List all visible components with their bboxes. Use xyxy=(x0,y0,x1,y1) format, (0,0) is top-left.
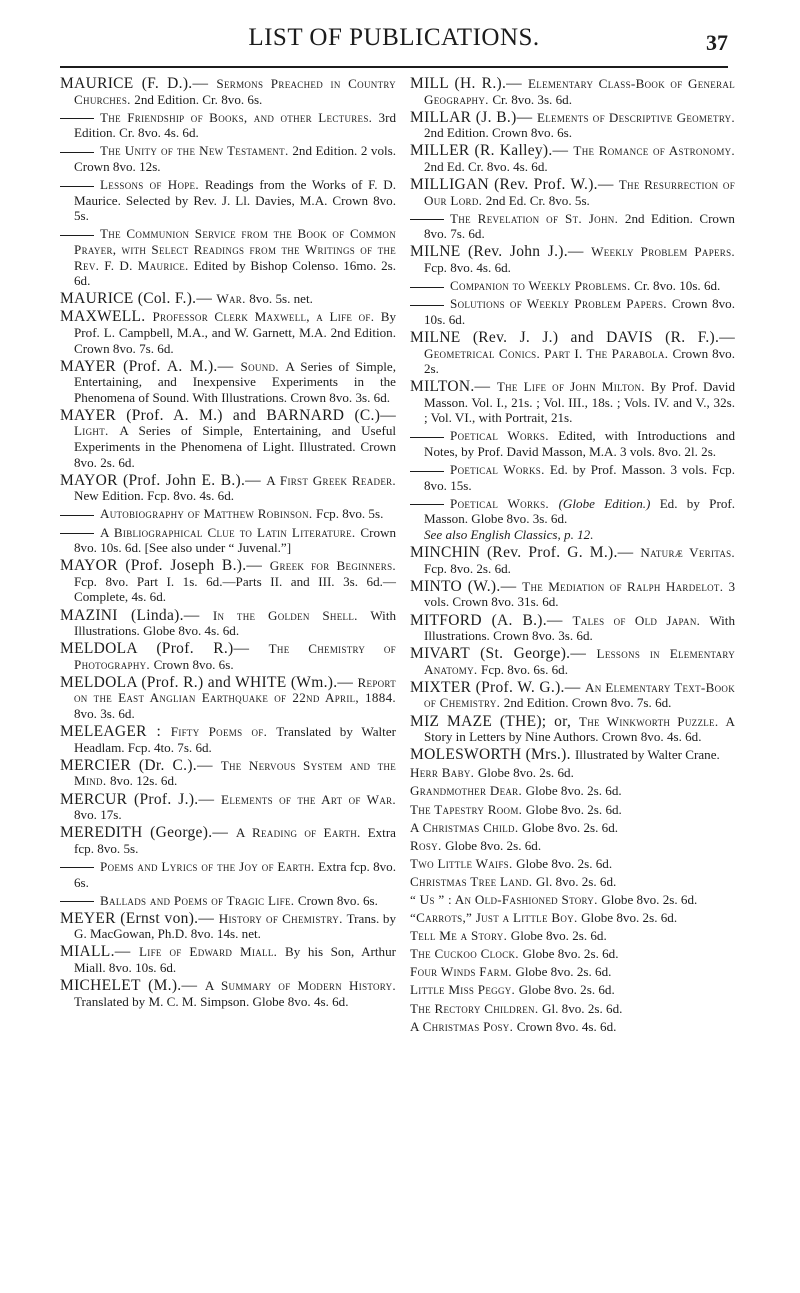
entry-title: Rosy. xyxy=(410,837,446,853)
catalogue-entry xyxy=(60,291,396,307)
entry-details: Gl. 8vo. 2s. 6d. xyxy=(535,873,617,889)
catalogue-entry xyxy=(60,309,396,356)
entry-details: 2nd Edition. Crown 8vo. 6s. xyxy=(424,125,573,141)
entry-details: 2nd Ed. Cr. 8vo. 4s. 6d. xyxy=(424,158,548,174)
catalogue-entry xyxy=(60,911,396,942)
entry-details: Gl. 8vo. 2s. 6d. xyxy=(542,1000,623,1016)
entry-author: MITFORD (A. B.).— xyxy=(410,611,573,629)
entry-title: Companion to Weekly Problems. xyxy=(450,278,635,294)
entry-details: Cr. 8vo. 3s. 6d. xyxy=(492,91,572,107)
entry-title: Two Little Waifs. xyxy=(410,855,517,871)
ditto-rule xyxy=(60,515,94,516)
entry-author: MELDOLA (Prof. R.)— xyxy=(60,640,269,658)
catalogue-entry xyxy=(410,1019,735,1035)
entry-title: The Nervous System and the Mind. xyxy=(74,757,396,789)
entry-title: Christmas Tree Land. xyxy=(410,873,536,889)
entry-details: Trans. by G. MacGowan, Ph.D. 8vo. 14s. net. xyxy=(74,910,396,942)
catalogue-entry xyxy=(60,143,396,174)
entry-author: MEREDITH (George).— xyxy=(60,824,236,842)
entry-title: Poetical Works. xyxy=(450,428,559,444)
entry-title: A Bibliographical Clue to Latin Literature. xyxy=(100,524,361,540)
catalogue-entry xyxy=(60,473,396,504)
entry-title: The Life of John Milton. xyxy=(496,379,651,395)
catalogue-entry xyxy=(60,724,396,755)
entry-details: Globe 8vo. 2s. 6d. xyxy=(518,982,615,998)
entry-details: Crown 8vo. 10s. 6d. [See also under “ Juvenal.”] xyxy=(74,524,396,556)
entry-title: A Christmas Child. xyxy=(410,819,522,835)
entry-details: By Prof. David Masson. Vol. I., 21s. ; Vol. III., 18s. ; Vols. IV. and V., 32s. ; Vol. VI., with Portrait, 21s. xyxy=(424,379,735,426)
entry-author: MAZINI (Linda).— xyxy=(60,606,213,624)
catalogue-entry xyxy=(60,76,396,107)
catalogue-entry xyxy=(60,525,396,556)
entry-title: Poems and Lyrics of the Joy of Earth. xyxy=(100,858,319,874)
entry-title: Elementary Class-Book of General Geography. xyxy=(424,76,735,107)
entry-title: Naturæ Veritas. xyxy=(640,545,735,561)
entry-details: Crown 8vo. 10s. 6d. xyxy=(424,296,736,327)
entry-details: Globe 8vo. 2s. 6d. xyxy=(515,964,612,980)
entry-author: MAYOR (Prof. Joseph B.).— xyxy=(60,557,270,575)
catalogue-entry xyxy=(60,978,396,1009)
entry-title: The Cuckoo Clock. xyxy=(410,946,523,962)
entry-title: Report on the East Anglian Earthquake of 22nd April, 1884. xyxy=(74,674,396,706)
entry-title: Professor Clerk Maxwell, a Life of. xyxy=(152,309,381,325)
entry-author: MILNE (Rev. J. J.) and DAVIS (R. F.).— xyxy=(410,328,735,346)
catalogue-entry xyxy=(410,143,735,174)
entry-details: Globe 8vo. 2s. 6d. xyxy=(522,819,619,835)
entry-details: Edited, with Introductions and Notes, by Prof. David Masson, M.A. 3 vols. 8vo. 2l. 2s. xyxy=(424,428,735,460)
entry-details: 2nd Edition. Cr. 8vo. 6s. xyxy=(134,91,263,107)
catalogue-entry xyxy=(410,892,735,908)
entry-title: Light. xyxy=(74,423,120,439)
right-column xyxy=(410,76,735,1037)
entry-title: Ballads and Poems of Tragic Life. xyxy=(100,892,298,908)
entry-author: MAYER (Prof. A. M.) and BARNARD (C.)— xyxy=(60,406,396,424)
catalogue-entry xyxy=(60,408,396,470)
catalogue-entry xyxy=(410,177,735,208)
catalogue-entry xyxy=(410,910,735,926)
entry-title: The Unity of the New Testament. xyxy=(100,143,293,159)
catalogue-entry xyxy=(60,825,396,856)
catalogue-entry xyxy=(410,1001,735,1017)
entry-title: Autobiography of Matthew Robinson. xyxy=(100,506,317,522)
catalogue-entry xyxy=(410,428,735,459)
catalogue-entry xyxy=(60,110,396,141)
entry-author: MAURICE (Col. F.).— xyxy=(60,290,217,308)
entry-details: Globe 8vo. 2s. 6d. xyxy=(510,928,607,944)
entry-details: Globe 8vo. 2s. 6d. xyxy=(445,837,542,853)
entry-details: Crown 8vo. 6s. xyxy=(153,656,234,672)
entry-author: MICHELET (M.).— xyxy=(60,977,205,995)
entry-details: Crown 8vo. 4s. 6d. xyxy=(516,1018,617,1034)
ditto-rule xyxy=(60,533,94,534)
entry-title: Lessons in Elementary Anatomy. xyxy=(424,646,735,677)
catalogue-entry xyxy=(410,244,735,275)
entry-details: Fcp. 8vo. 5s. xyxy=(316,506,384,522)
entry-author: MAXWELL. xyxy=(60,308,153,326)
ditto-rule xyxy=(410,471,444,472)
catalogue-entry xyxy=(410,820,735,836)
entry-details: Translated by M. C. M. Simpson. Globe 8vo. 4s. 6d. xyxy=(74,993,349,1009)
entry-title: The Revelation of St. John. xyxy=(450,210,625,226)
entry-title: Sound. xyxy=(240,358,286,374)
entry-details: Crown 8vo. 6s. xyxy=(297,892,378,908)
entry-title: Life of Edward Miall. xyxy=(138,944,286,960)
catalogue-entry xyxy=(410,982,735,998)
catalogue-entry xyxy=(410,856,735,872)
catalogue-entry xyxy=(410,579,735,610)
catalogue-entry xyxy=(60,944,396,975)
entry-details: 2nd Edition. Crown 8vo. 7s. 6d. xyxy=(503,695,672,711)
entry-author: MAYER (Prof. A. M.).— xyxy=(60,357,241,375)
catalogue-entry xyxy=(60,893,396,909)
entry-author: MERCUR (Prof. J.).— xyxy=(60,790,222,808)
entry-details: 8vo. 5s. net. xyxy=(249,291,313,307)
entry-title: Fifty Poems of. xyxy=(170,724,277,740)
entry-title: Elements of the Art of War. xyxy=(221,791,396,807)
entry-title: A Christmas Posy. xyxy=(410,1018,517,1034)
entry-author: MINTO (W.).— xyxy=(410,577,523,595)
entry-title: Geometrical Conics. Part I. The Parabola. xyxy=(424,345,673,361)
entry-title: The Chemistry of Photography. xyxy=(74,641,396,672)
entry-details: Ed. by Prof. Masson. Globe 8vo. 3s. 6d. xyxy=(424,495,735,527)
entry-details: Fcp. 8vo. 2s. 6d. xyxy=(424,560,511,576)
entry-author: MIZ MAZE (THE); or, xyxy=(410,712,579,730)
entry-details: 3rd Edition. Cr. 8vo. 4s. 6d. xyxy=(74,109,396,141)
ditto-rule xyxy=(410,504,444,505)
entry-details: Readings from the Works of F. D. Maurice. Selected by Rev. J. Ll. Davies, M.A. Crown 8vo. 5s. xyxy=(74,177,396,224)
catalogue-entry xyxy=(410,680,735,711)
entry-author: MERCIER (Dr. C.).— xyxy=(60,756,221,774)
catalogue-entry xyxy=(410,747,735,763)
entry-details: Translated by Walter Headlam. Fcp. 4to. 7s. 6d. xyxy=(74,724,396,755)
catalogue-entry xyxy=(60,758,396,789)
entry-title: Poetical Works. xyxy=(450,495,559,511)
entry-author: MAYOR (Prof. John E. B.).— xyxy=(60,471,267,489)
catalogue-entry xyxy=(60,641,396,672)
ditto-rule xyxy=(410,437,444,438)
entry-details: Globe 8vo. 2s. 6d. xyxy=(477,765,574,781)
entry-details: A Series of Simple, Entertaining, and Useful Experiments in the Phenomena of Light. Illustrated. Crown 8vo. 2s. 6d. xyxy=(74,423,396,470)
entry-details: With Illustrations. Crown 8vo. 3s. 6d. xyxy=(424,612,735,644)
entry-details: Globe 8vo. 2s. 6d. xyxy=(525,801,622,817)
catalogue-entry xyxy=(410,838,735,854)
entry-author: MILL (H. R.).— xyxy=(410,75,528,92)
entry-details: Ed. by Prof. Masson. 3 vols. Fcp. 8vo. 15s. xyxy=(424,462,735,493)
entry-details: Crown 8vo. 2s. xyxy=(424,345,735,377)
catalogue-entry xyxy=(410,613,735,644)
entry-title: Solutions of Weekly Problem Papers. xyxy=(450,296,672,312)
entry-title: The Friendship of Books, and other Lectures. xyxy=(100,109,379,125)
entry-title: The Winkworth Puzzle. xyxy=(578,713,726,729)
catalogue-entry xyxy=(410,946,735,962)
entry-author: MIALL.— xyxy=(60,943,139,961)
left-column xyxy=(60,76,396,1012)
entry-author: MIXTER (Prof. W. G.).— xyxy=(410,678,585,696)
entry-title: War. xyxy=(216,291,250,307)
entry-title: Greek for Beginners. xyxy=(269,558,396,574)
catalogue-entry xyxy=(410,330,735,377)
entry-details: Extra fcp. 8vo. 5s. xyxy=(74,825,396,856)
catalogue-entry xyxy=(60,226,396,288)
entry-author: MILLER (R. Kalley).— xyxy=(410,142,574,160)
catalogue-entry xyxy=(60,608,396,639)
entry-title: “ Us ” : An Old-Fashioned Story. xyxy=(410,892,602,907)
catalogue-entry xyxy=(410,296,735,327)
catalogue-entry xyxy=(410,379,735,426)
entry-details: Globe 8vo. 2s. 6d. xyxy=(522,946,619,962)
entry-author: MOLESWORTH (Mrs.). xyxy=(410,746,575,764)
entry-details: 3 vols. Crown 8vo. 31s. 6d. xyxy=(424,578,736,610)
catalogue-entry xyxy=(410,496,735,543)
entry-details: A Story in Letters by Nine Authors. Crown 8vo. 4s. 6d. xyxy=(424,713,735,745)
entry-title: The Tapestry Room. xyxy=(410,801,526,817)
entry-details: Edited by Bishop Colenso. 16mo. 2s. 6d. xyxy=(74,257,396,289)
entry-see-also: See also English Classics, p. 12. xyxy=(424,527,594,543)
catalogue-entry xyxy=(60,792,396,823)
entry-title: The Mediation of Ralph Hardelot. xyxy=(522,578,729,594)
catalogue-entry xyxy=(410,211,735,242)
entry-details: 8vo. 12s. 6d. xyxy=(110,773,178,789)
catalogue-entry xyxy=(60,859,396,890)
page-number: 37 xyxy=(706,30,728,55)
ditto-rule xyxy=(60,901,94,902)
catalogue-entry xyxy=(60,506,396,522)
entry-details: By his Son, Arthur Miall. 8vo. 10s. 6d. xyxy=(74,944,396,975)
entry-details: With Illustrations. Globe 8vo. 4s. 6d. xyxy=(74,607,397,639)
entry-title: A Summary of Modern History. xyxy=(204,978,396,994)
entry-details: Globe 8vo. 2s. 6d. xyxy=(581,910,678,926)
ditto-rule xyxy=(410,287,444,288)
entry-title: History of Chemistry. xyxy=(218,910,347,926)
entry-title: Four Winds Farm. xyxy=(410,964,516,980)
catalogue-entry xyxy=(60,675,396,722)
entry-author: MINCHIN (Rev. Prof. G. M.).— xyxy=(410,544,641,562)
entry-details: New Edition. Fcp. 8vo. 4s. 6d. xyxy=(74,488,235,504)
entry-details: Extra fcp. 8vo. 6s. xyxy=(74,858,396,890)
entry-author: MILNE (Rev. John J.).— xyxy=(410,243,592,261)
entry-title: Little Miss Peggy. xyxy=(410,982,519,998)
entry-details: By Prof. L. Campbell, M.A., and W. Garnett, M.A. 2nd Edition. Crown 8vo. 7s. 6d. xyxy=(74,309,396,356)
catalogue-entry xyxy=(410,802,735,818)
entry-details: 2nd Edition. Crown 8vo. 7s. 6d. xyxy=(424,210,735,242)
entry-author: MEYER (Ernst von).— xyxy=(60,909,219,927)
entry-details: Fcp. 8vo. 6s. 6d. xyxy=(481,661,568,677)
entry-title: The Rectory Children. xyxy=(410,1000,542,1016)
catalogue-entry xyxy=(410,783,735,799)
entry-details: 2nd Edition. 2 vols. Crown 8vo. 12s. xyxy=(74,143,396,174)
entry-author: MELEAGER : xyxy=(60,723,171,741)
entry-details: Fcp. 8vo. Part I. 1s. 6d.—Parts II. and III. 3s. 6d.—Complete, 4s. 6d. xyxy=(74,573,396,605)
entry-title: Tales of Old Japan. xyxy=(572,612,710,628)
entry-title: Weekly Problem Papers. xyxy=(591,244,735,260)
ditto-rule xyxy=(410,305,444,306)
entry-details: 8vo. 17s. xyxy=(74,807,122,823)
entry-title: A Reading of Earth. xyxy=(235,825,368,841)
entry-author: MIVART (St. George).— xyxy=(410,645,597,663)
entry-author: MAURICE (F. D.).— xyxy=(60,75,217,92)
catalogue-entry xyxy=(410,874,735,890)
entry-title: Tell Me a Story. xyxy=(410,928,511,944)
ditto-rule xyxy=(60,186,94,187)
entry-details: 2nd Ed. Cr. 8vo. 5s. xyxy=(485,192,590,208)
entry-author: MILLAR (J. B.)— xyxy=(410,108,537,126)
ditto-rule xyxy=(60,152,94,153)
catalogue-entry xyxy=(60,558,396,605)
entry-author: MELDOLA (Prof. R.) and WHITE (Wm.).— xyxy=(60,673,358,691)
entry-title: The Resurrection of Our Lord. xyxy=(424,177,735,208)
catalogue-entry xyxy=(410,545,735,576)
entry-author: MILTON.— xyxy=(410,378,497,396)
entry-title: Grandmother Dear. xyxy=(410,783,526,799)
catalogue-entry xyxy=(410,110,735,141)
catalogue-entry xyxy=(410,765,735,781)
entry-details: Fcp. 8vo. 4s. 6d. xyxy=(424,260,511,276)
catalogue-entry xyxy=(410,964,735,980)
ditto-rule xyxy=(60,235,94,236)
entry-title: Sermons Preached in Country Churches. xyxy=(74,76,396,107)
entry-details: Illustrated by Walter Crane. xyxy=(574,747,720,763)
entry-edition: (Globe Edition.) xyxy=(558,495,660,511)
ditto-rule xyxy=(410,219,444,220)
catalogue-entry xyxy=(60,177,396,224)
catalogue-entry xyxy=(410,278,735,294)
catalogue-entry xyxy=(410,714,735,745)
ditto-rule xyxy=(60,867,94,868)
entry-title: The Romance of Astronomy. xyxy=(573,143,735,159)
ditto-rule xyxy=(60,118,94,119)
entry-title: The Communion Service from the Book of Common Prayer, with Select Readings from the Writings of the Rev. F. D. Maurice. xyxy=(74,226,396,273)
entry-author: MILLIGAN (Rev. Prof. W.).— xyxy=(410,176,619,194)
entry-details: 8vo. 3s. 6d. xyxy=(74,706,135,722)
catalogue-entry xyxy=(60,359,396,406)
entry-title: “Carrots,” Just a Little Boy. xyxy=(410,910,582,926)
entry-title: Poetical Works. xyxy=(450,462,550,478)
page-title: LIST OF PUBLICATIONS. xyxy=(248,24,540,51)
page-header xyxy=(60,22,728,68)
entry-title: An Elementary Text-Book of Chemistry. xyxy=(424,679,735,711)
entry-title: Lessons of Hope. xyxy=(100,177,205,193)
entry-details: Cr. 8vo. 10s. 6d. xyxy=(634,278,721,294)
entry-title: A First Greek Reader. xyxy=(266,472,396,488)
entry-details: Globe 8vo. 2s. 6d. xyxy=(525,783,622,799)
catalogue-entry xyxy=(410,928,735,944)
entry-title: Elements of Descriptive Geometry. xyxy=(536,109,735,125)
catalogue-entry xyxy=(410,462,735,493)
entry-title: Herr Baby. xyxy=(410,765,478,781)
catalogue-entry xyxy=(410,646,735,677)
entry-details: A Series of Simple, Entertaining, and Inexpensive Experiments in the Phenomena of Sound. With Illustrations. Crown 8vo. 3s. 6d. xyxy=(74,358,396,405)
entry-details: Globe 8vo. 2s. 6d. xyxy=(516,855,613,871)
entry-title: In the Golden Shell. xyxy=(212,607,371,623)
catalogue-entry xyxy=(410,76,735,107)
entry-details: Globe 8vo. 2s. 6d. xyxy=(601,892,698,907)
